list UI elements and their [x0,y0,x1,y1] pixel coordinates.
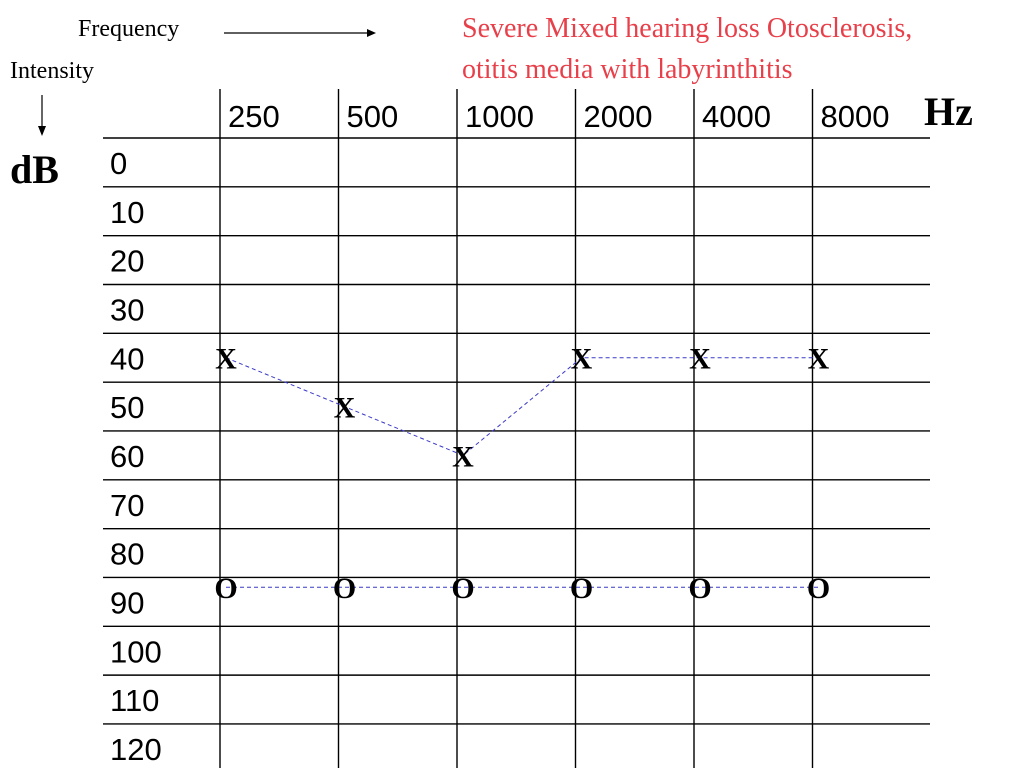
y-tick-labels [110,146,162,767]
x-tick-label: 2000 [583,99,653,134]
y-tick-label: 30 [110,292,145,328]
y-tick-label: 40 [110,341,145,377]
y-tick-label: 60 [110,438,145,474]
o-marker: O [451,572,475,606]
x-marker: X [689,342,711,376]
o-marker: O [332,572,357,606]
intensity-label: Intensity [10,58,94,84]
y-tick-label: 0 [110,146,128,181]
y-tick-label: 120 [110,731,162,767]
frequency-label: Frequency [78,16,180,42]
x-tick-label: 4000 [702,99,771,134]
x-marker: X [452,440,474,474]
x-marker: X [807,342,830,376]
x-tick-labels [228,99,889,134]
series-line-1 [226,358,819,456]
x-tick-label: 500 [346,99,399,134]
y-tick-label: 10 [110,194,145,230]
y-tick-label: 20 [110,243,145,279]
o-marker: O [214,572,238,606]
y-tick-label: 90 [110,585,145,621]
chart-title-line2: otitis media with labyrinthitis [462,54,793,85]
hz-unit-label: Hz [924,89,973,134]
y-tick-label: 70 [110,487,145,523]
x-tick-label: 1000 [465,99,534,134]
x-marker: X [333,391,356,425]
y-tick-label: 110 [110,683,160,719]
x-tick-label: 250 [228,99,280,134]
o-marker: O [569,572,594,606]
o-marker: O [688,572,712,606]
y-tick-label: 50 [110,390,145,426]
x-marker: X [215,342,237,376]
db-unit-label: dB [10,147,59,192]
grid [103,89,930,768]
o-marker: O [806,572,831,606]
intensity-arrow [38,95,46,136]
y-tick-label: 80 [110,536,145,572]
chart-title-line1: Severe Mixed hearing loss Otosclerosis, [462,13,913,44]
y-tick-label: 100 [110,634,162,670]
x-marker: X [570,342,593,376]
x-tick-label: 8000 [820,99,890,134]
frequency-arrow [224,29,376,37]
